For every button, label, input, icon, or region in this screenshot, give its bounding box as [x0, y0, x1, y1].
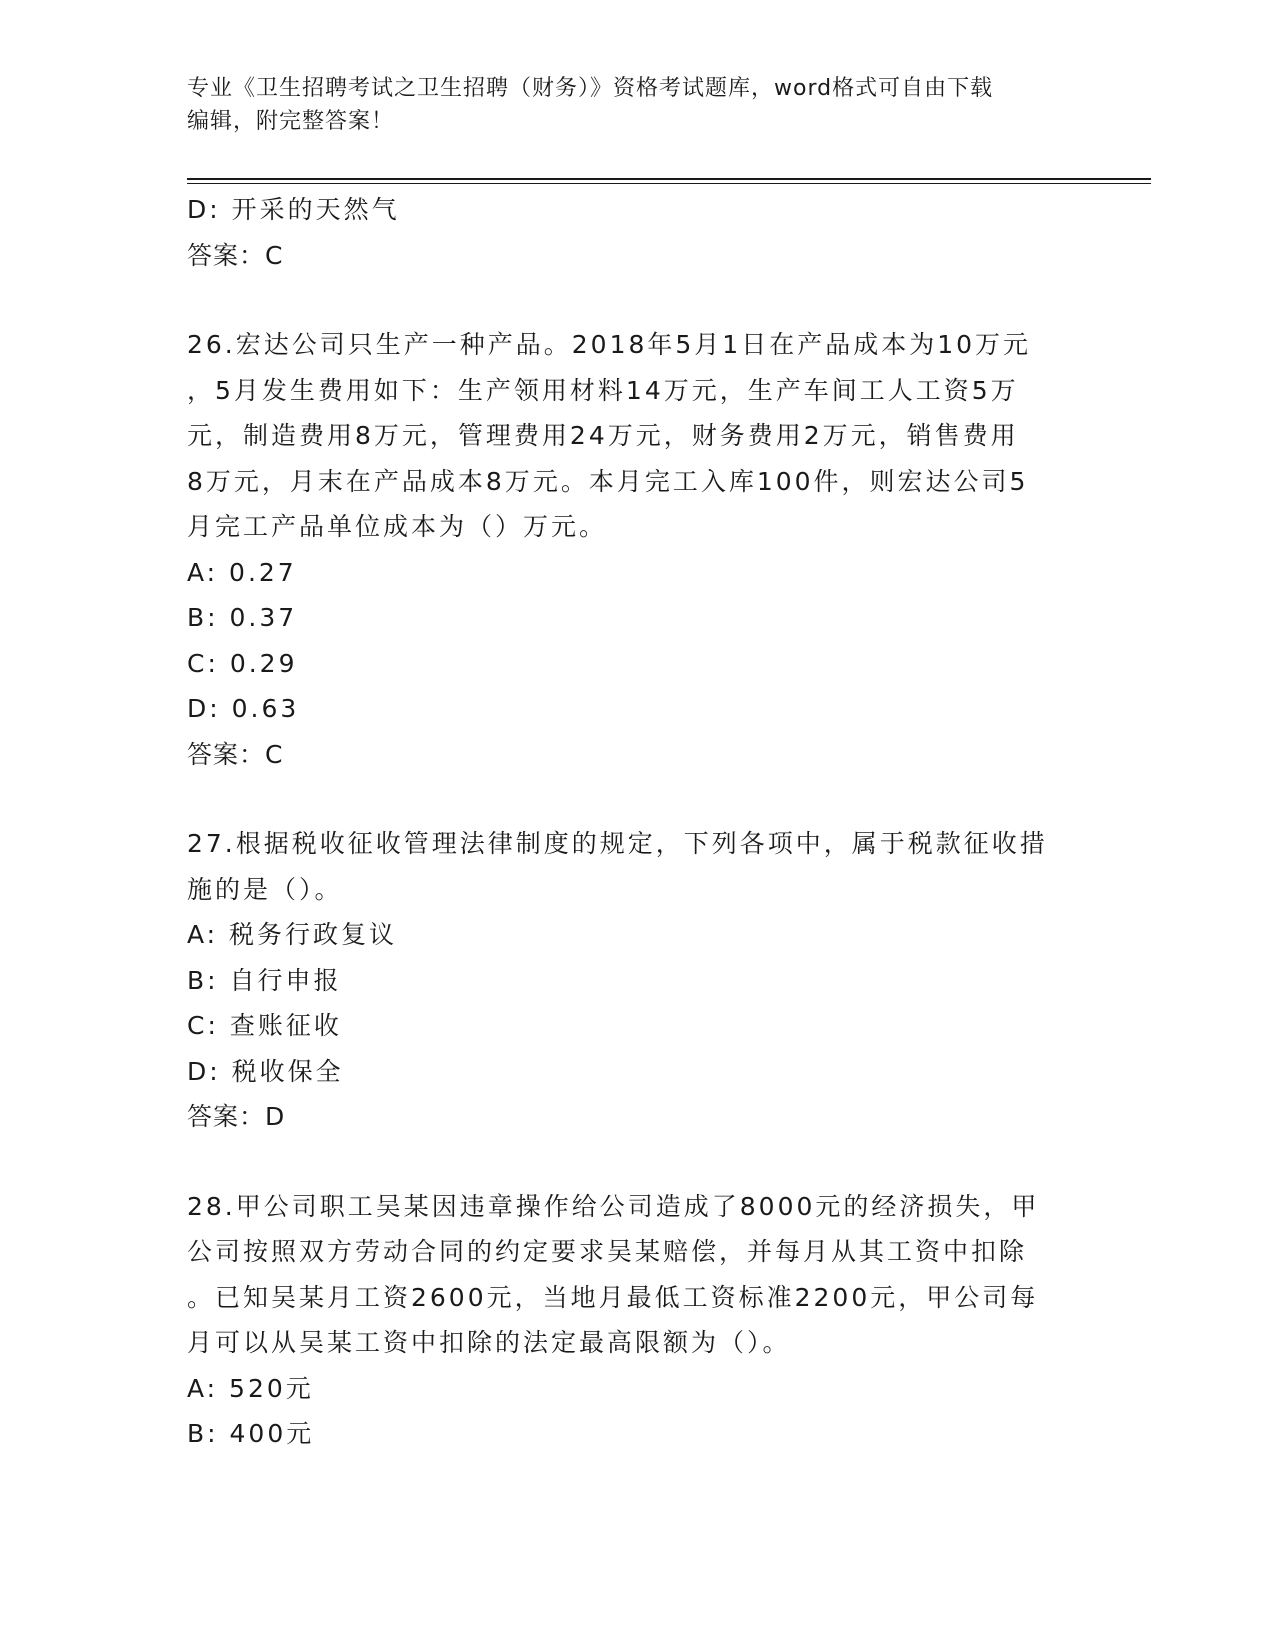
question-26-stem-line: 8万元，月末在产品成本8万元。本月完工入库100件，则宏达公司5 — [187, 466, 1029, 496]
question-27-option-d: D: 税收保全 — [187, 1056, 344, 1086]
header-line-2: 编辑，附完整答案！ — [187, 109, 395, 134]
question-27-stem-line: 27.根据税收征收管理法律制度的规定，下列各项中，属于税款征收措 — [187, 829, 1048, 858]
question-26-stem-line: 月完工产品单位成本为（）万元。 — [187, 512, 608, 541]
question-26-stem-line: 元，制造费用8万元，管理费用24万元，财务费用2万元，销售费用 — [187, 421, 1019, 450]
question-25-option-d: D: 开采的天然气 — [187, 195, 400, 224]
question-27-option-a: A: 税务行政复议 — [187, 920, 398, 949]
question-27 — [187, 821, 1087, 1140]
question-26-option-c: C: 0.29 — [187, 648, 298, 678]
spacer — [187, 278, 1087, 322]
question-28-stem-line: 月可以从吴某工资中扣除的法定最高限额为（）。 — [187, 1328, 791, 1357]
question-27-option-b: B: 自行申报 — [187, 965, 342, 995]
question-28 — [187, 1184, 1087, 1457]
spacer — [187, 777, 1087, 821]
question-28-stem-line: 。已知吴某月工资2600元，当地月最低工资标准2200元，甲公司每 — [187, 1282, 1039, 1312]
question-26-option-d: D: 0.63 — [187, 694, 300, 723]
question-26-option-b: B: 0.37 — [187, 603, 298, 632]
question-28-stem-line: 28.甲公司职工吴某因违章操作给公司造成了8000元的经济损失，甲 — [187, 1191, 1040, 1221]
header-divider-thin — [187, 183, 1151, 184]
question-27-option-c: C: 查账征收 — [187, 1011, 342, 1040]
question-27-answer: 答案：D — [187, 1102, 286, 1131]
header-line-1: 专业《卫生招聘考试之卫生招聘（财务）》资格考试题库，word格式可自由下载 — [187, 76, 994, 101]
question-26-stem-line: ，5月发生费用如下：生产领用材料14万元，生产车间工人工资5万 — [187, 375, 1019, 405]
question-26-answer: 答案：C — [187, 739, 284, 769]
header-divider-thick — [187, 178, 1151, 180]
question-28-stem-line: 公司按照双方劳动合同的约定要求吴某赔偿，并每月从其工资中扣除 — [187, 1237, 1028, 1266]
question-25-answer: 答案：C — [187, 240, 284, 270]
question-26-stem-line: 26.宏达公司只生产一种产品。2018年5月1日在产品成本为10万元 — [187, 330, 1032, 359]
question-28-option-b: B: 400元 — [187, 1419, 315, 1448]
question-25-tail — [187, 187, 1087, 278]
question-27-stem-line: 施的是（）。 — [187, 874, 343, 904]
question-26-option-a: A: 0.27 — [187, 557, 297, 587]
spacer — [187, 1140, 1087, 1184]
document-body — [187, 187, 1087, 1457]
question-28-option-a: A: 520元 — [187, 1373, 314, 1403]
document-header — [187, 72, 1087, 138]
question-26 — [187, 322, 1087, 777]
